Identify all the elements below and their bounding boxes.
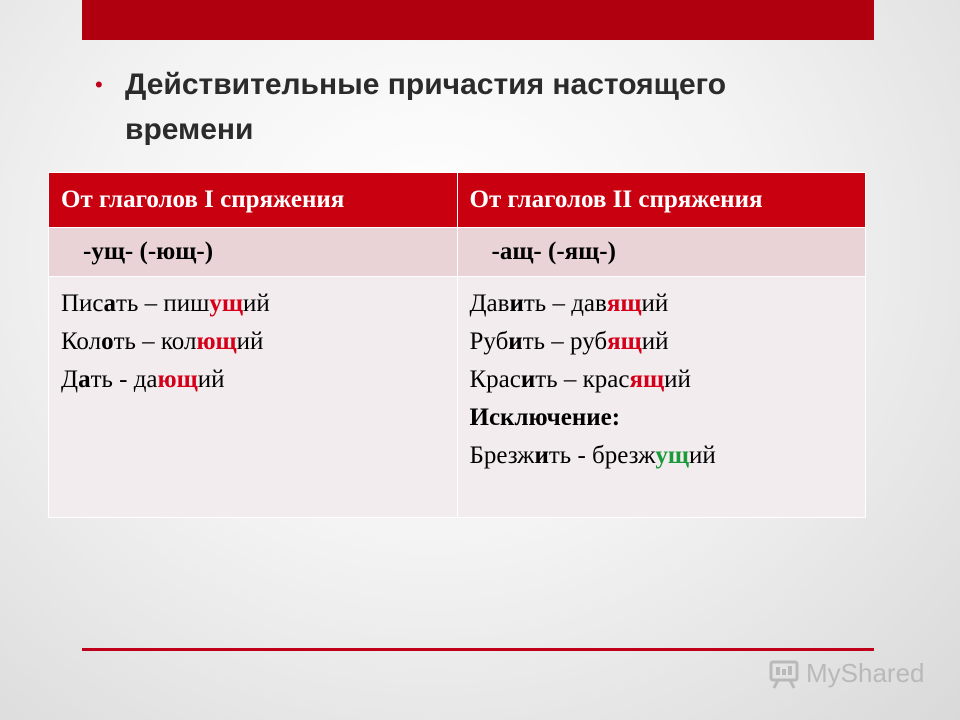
presentation-board-icon: [768, 658, 800, 690]
header-second-conjugation: От глаголов II спряжения: [457, 173, 866, 228]
suffix-row: [49, 228, 866, 277]
suffix-first-conjugation: -ущ- (-ющ-): [49, 228, 458, 277]
examples-row: [49, 277, 866, 518]
exception-label: Исключение:: [469, 404, 621, 431]
example-line: Давить – давящий: [469, 290, 669, 317]
logo-text: MyShared: [806, 658, 925, 688]
example-line: Колоть – колющий: [61, 328, 264, 355]
examples-second-conjugation: [457, 277, 866, 518]
table-header-row: [49, 173, 866, 228]
slide-title: Действительные причастия настоящего времени: [125, 68, 727, 146]
suffix-second-conjugation: -ащ- (-ящ-): [457, 228, 866, 277]
example-line: Рубить – рубящий: [469, 328, 669, 355]
top-accent-bar: [82, 0, 874, 40]
myshared-logo: [768, 656, 928, 696]
example-line: Писать – пишущий: [61, 290, 270, 317]
conjugation-table: [48, 172, 866, 518]
header-first-conjugation: От глаголов I спряжения: [49, 173, 458, 228]
bottom-accent-line: [82, 648, 874, 651]
bullet-icon: •: [95, 72, 103, 97]
example-line: Красить – красящий: [469, 366, 691, 393]
exception-line: Брезжить - брезжущий: [469, 442, 716, 469]
example-line: Дать - дающий: [61, 366, 225, 393]
examples-first-conjugation: [49, 277, 458, 518]
